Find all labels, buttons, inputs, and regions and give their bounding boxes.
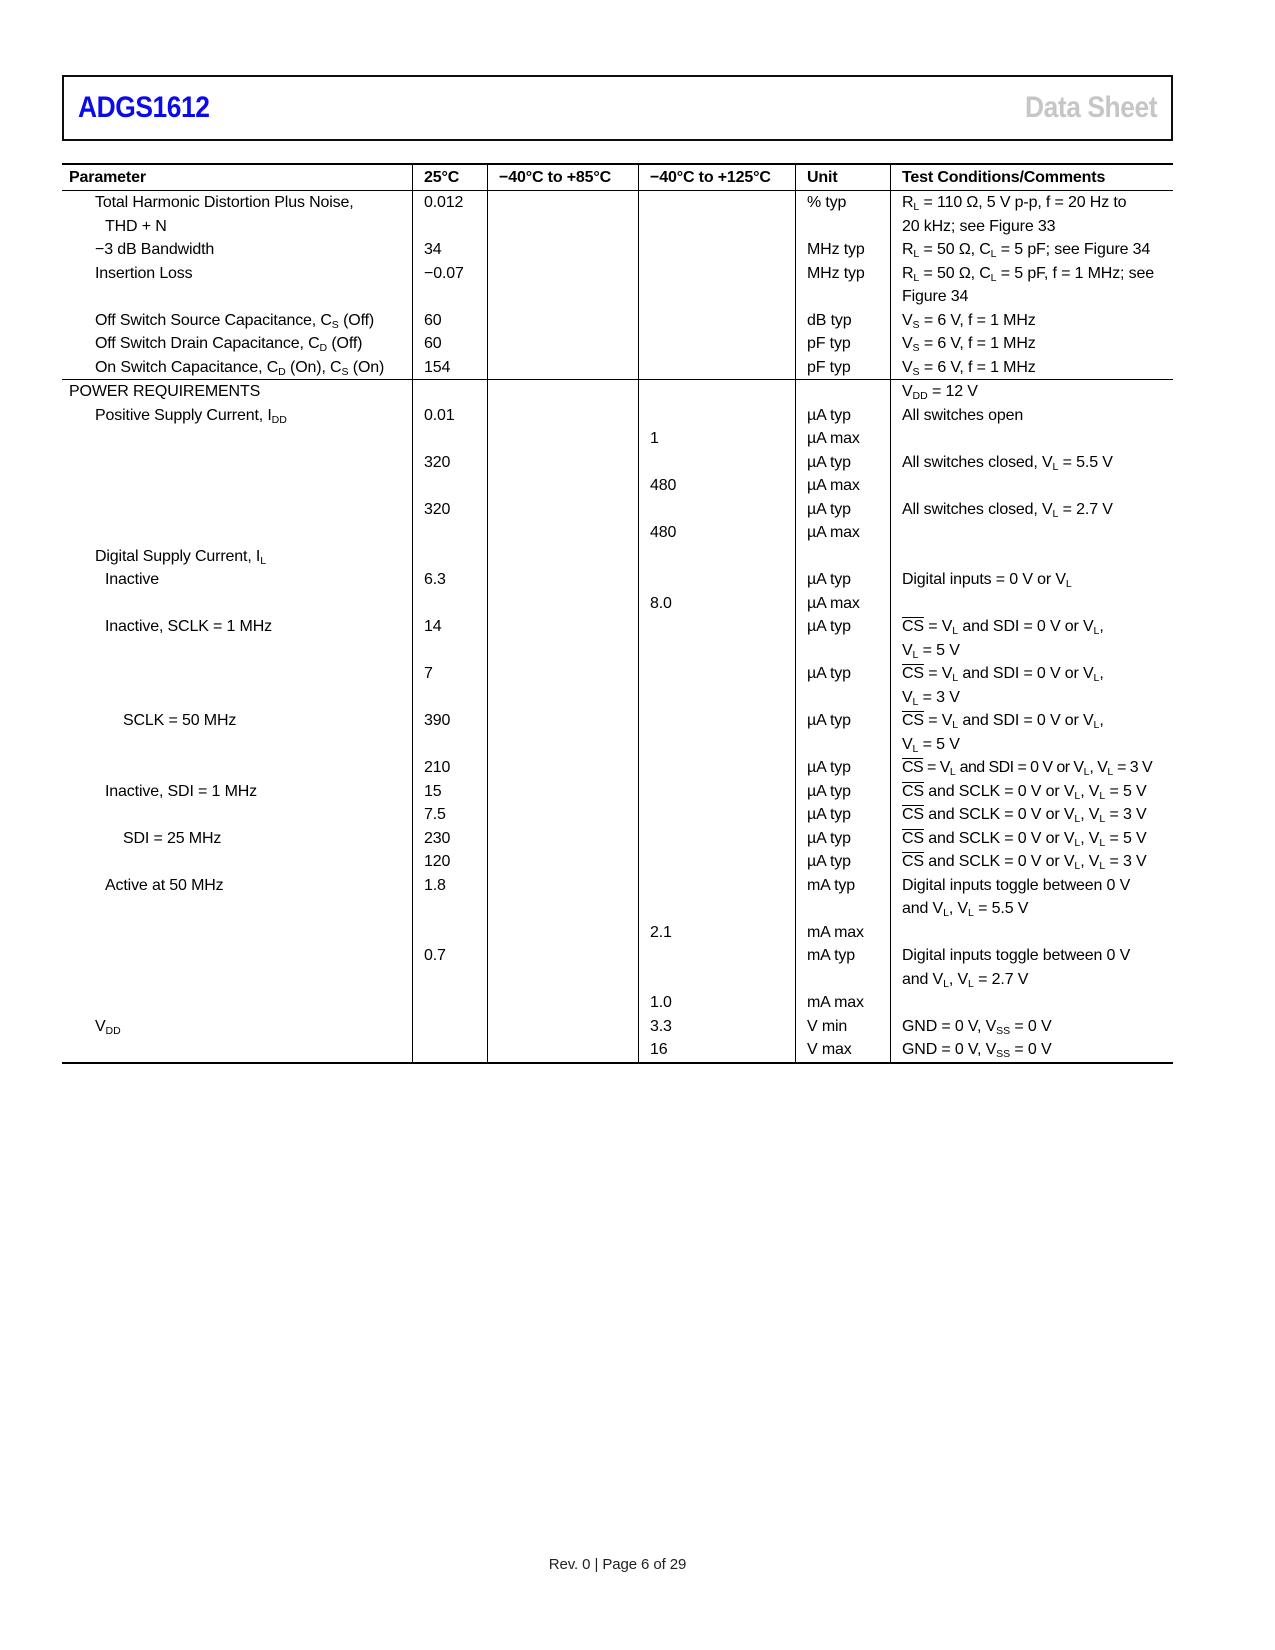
unit-cell: % typ [795, 191, 890, 238]
value-125c [638, 451, 795, 475]
value-25c [412, 1038, 487, 1062]
value-25c: 320 [412, 451, 487, 475]
unit-cell: pF typ [795, 356, 890, 380]
unit-cell: µA typ [795, 827, 890, 851]
value-125c: 480 [638, 521, 795, 545]
table-row [62, 404, 1173, 428]
conditions-cell [890, 521, 1173, 545]
value-125c [638, 568, 795, 592]
value-85c [487, 991, 638, 1015]
conditions-cell [890, 427, 1173, 451]
value-25c: 15 [412, 780, 487, 804]
conditions-cell: Digital inputs toggle between 0 V and $V_L$, $V_L = 2.7$ V [890, 944, 1173, 991]
param-cell: Inactive [105, 571, 159, 588]
conditions-cell: $\overline{CS} = V_L$ and SDI = 0 V or $V_L$, $V_L = 3$ V [890, 756, 1173, 780]
table-row [62, 709, 1173, 756]
conditions-cell: All switches closed, $V_L = 2.7$ V [890, 498, 1173, 522]
table-row [62, 991, 1173, 1015]
param-cell: Inactive, SDI = 1 MHz [105, 782, 258, 800]
conditions-cell: $\overline{CS}$ and SCLK = 0 V or $V_L$, $V_L = 3$ V [890, 803, 1173, 827]
value-125c [638, 944, 795, 991]
value-85c [487, 356, 638, 380]
table-row [62, 615, 1173, 662]
value-85c [487, 379, 638, 404]
table-row [62, 662, 1173, 709]
conditions-cell: All switches closed, $V_L = 5.5$ V [890, 451, 1173, 475]
unit-cell: µA typ [795, 709, 890, 756]
table-row [62, 803, 1173, 827]
unit-cell: µA max [795, 474, 890, 498]
value-85c [487, 592, 638, 616]
table-row [62, 874, 1173, 921]
param-cell: −3 dB Bandwidth [95, 241, 215, 258]
value-125c [638, 850, 795, 874]
value-25c [412, 521, 487, 545]
unit-cell: µA max [795, 427, 890, 451]
value-85c [487, 545, 638, 569]
value-125c [638, 615, 795, 662]
conditions-cell [890, 592, 1173, 616]
param-cell: SDI = 25 MHz [123, 829, 222, 847]
unit-cell: mA typ [795, 874, 890, 921]
param-cell: Off Switch Drain Capacitance, $C_D$ (Off) [95, 335, 363, 354]
table-row [62, 474, 1173, 498]
table-row [62, 545, 1173, 569]
table-row [62, 568, 1173, 592]
unit-cell: MHz typ [795, 238, 890, 262]
table-row [62, 756, 1173, 780]
table-row [62, 427, 1173, 451]
conditions-cell: $V_S = 6$ V, f = 1 MHz [890, 332, 1173, 356]
param-cell [62, 944, 412, 991]
value-85c [487, 498, 638, 522]
value-25c: 154 [412, 356, 487, 380]
value-85c [487, 921, 638, 945]
param-cell: Positive Supply Current, $I_{DD}$ [95, 406, 287, 426]
unit-cell: µA max [795, 521, 890, 545]
unit-cell: µA typ [795, 780, 890, 804]
value-125c [638, 356, 795, 380]
table-row [62, 191, 1173, 238]
unit-cell: dB typ [795, 309, 890, 333]
conditions-cell: Digital inputs toggle between 0 V and $V_L$, $V_L = 5.5$ V [890, 874, 1173, 921]
table-row [62, 850, 1173, 874]
value-25c: 7.5 [412, 803, 487, 827]
value-25c: 210 [412, 756, 487, 780]
param-cell [62, 662, 412, 709]
value-25c: 390 [412, 709, 487, 756]
conditions-cell: $\overline{CS} = V_L$ and SDI = 0 V or $V_L$, $V_L = 3$ V [890, 662, 1173, 709]
table-row [62, 356, 1173, 380]
value-85c [487, 474, 638, 498]
value-25c [412, 991, 487, 1015]
value-125c [638, 545, 795, 569]
conditions-cell: $R_L = 50$ Ω, $C_L = 5$ pF; see Figure 34 [890, 238, 1173, 262]
value-125c [638, 662, 795, 709]
table-row [62, 379, 1173, 404]
value-125c [638, 827, 795, 851]
page-footer [62, 1556, 1173, 1573]
param-cell: Active at 50 MHz [105, 876, 224, 894]
value-125c [638, 379, 795, 404]
value-85c [487, 404, 638, 428]
value-85c [487, 944, 638, 991]
value-85c [487, 780, 638, 804]
conditions-cell [890, 545, 1173, 569]
unit-cell: mA max [795, 991, 890, 1015]
value-85c [487, 874, 638, 921]
conditions-cell: $\overline{CS}$ and SCLK = 0 V or $V_L$, $V_L = 5$ V [890, 780, 1173, 804]
table-row [62, 521, 1173, 545]
unit-cell: mA typ [795, 944, 890, 991]
value-25c: 34 [412, 238, 487, 262]
value-125c [638, 309, 795, 333]
param-cell: SCLK = 50 MHz [123, 712, 237, 729]
value-125c [638, 262, 795, 309]
value-85c [487, 756, 638, 780]
param-cell [62, 850, 412, 874]
conditions-cell [890, 474, 1173, 498]
unit-cell: mA max [795, 921, 890, 945]
value-25c [412, 921, 487, 945]
value-125c [638, 780, 795, 804]
column-header-25c: 25°C [412, 165, 487, 190]
conditions-cell: GND = 0 V, $V_{SS} = 0$ V [890, 1038, 1173, 1062]
document-header [62, 75, 1173, 141]
unit-cell [795, 545, 890, 569]
unit-cell: µA typ [795, 850, 890, 874]
value-85c [487, 1038, 638, 1062]
value-85c [487, 1015, 638, 1039]
unit-cell: µA typ [795, 803, 890, 827]
value-25c [412, 545, 487, 569]
param-cell [62, 756, 412, 780]
unit-cell: µA typ [795, 615, 890, 662]
value-25c [412, 1015, 487, 1039]
value-25c: 320 [412, 498, 487, 522]
param-cell: On Switch Capacitance, $C_D$ (On), $C_S$ (On) [95, 358, 385, 378]
param-cell: POWER REQUIREMENTS [62, 379, 412, 404]
conditions-cell: $\overline{CS} = V_L$ and SDI = 0 V or $V_L$, $V_L = 5$ V [890, 709, 1173, 756]
table-row [62, 1015, 1173, 1039]
value-125c [638, 404, 795, 428]
value-125c [638, 709, 795, 756]
value-125c [638, 332, 795, 356]
value-125c: 3.3 [638, 1015, 795, 1039]
value-85c [487, 709, 638, 756]
value-85c [487, 662, 638, 709]
table-row [62, 262, 1173, 309]
param-cell: Off Switch Source Capacitance, $C_S$ (Off) [95, 311, 375, 331]
conditions-cell: $\overline{CS}$ and SCLK = 0 V or $V_L$, $V_L = 5$ V [890, 827, 1173, 851]
conditions-cell: Digital inputs = 0 V or $V_L$ [890, 568, 1173, 592]
unit-cell: µA typ [795, 568, 890, 592]
unit-cell: µA max [795, 592, 890, 616]
value-85c [487, 262, 638, 309]
unit-cell: V max [795, 1038, 890, 1062]
unit-cell: MHz typ [795, 262, 890, 309]
value-25c [412, 592, 487, 616]
table-row [62, 451, 1173, 475]
value-125c: 8.0 [638, 592, 795, 616]
value-85c [487, 615, 638, 662]
param-cell [62, 803, 412, 827]
value-25c: 7 [412, 662, 487, 709]
value-25c: 60 [412, 309, 487, 333]
conditions-cell: All switches open [890, 404, 1173, 428]
param-cell [62, 1038, 412, 1062]
part-number-link[interactable]: ADGS1612 [78, 91, 210, 124]
conditions-cell: $V_S = 6$ V, f = 1 MHz [890, 309, 1173, 333]
conditions-cell: $R_L = 50$ Ω, $C_L = 5$ pF, f = 1 MHz; see Figure 34 [890, 262, 1173, 309]
param-cell [62, 521, 412, 545]
spec-table-body [62, 191, 1173, 1064]
table-row [62, 827, 1173, 851]
value-85c [487, 803, 638, 827]
value-25c: 0.7 [412, 944, 487, 991]
param-cell: Insertion Loss [95, 264, 193, 282]
unit-cell: pF typ [795, 332, 890, 356]
value-125c: 16 [638, 1038, 795, 1062]
param-cell: $V_{DD}$ [95, 1017, 121, 1037]
conditions-cell: $V_S = 6$ V, f = 1 MHz [890, 356, 1173, 380]
table-row [62, 309, 1173, 333]
conditions-cell: $\overline{CS}$ and SCLK = 0 V or $V_L$, $V_L = 3$ V [890, 850, 1173, 874]
unit-cell [795, 379, 890, 404]
table-row [62, 944, 1173, 991]
value-125c: 480 [638, 474, 795, 498]
table-row [62, 921, 1173, 945]
conditions-cell [890, 991, 1173, 1015]
unit-cell: µA typ [795, 404, 890, 428]
column-header-parameter: Parameter [69, 169, 146, 186]
value-25c: 0.01 [412, 404, 487, 428]
conditions-cell: $R_L = 110$ Ω, 5 V p-p, f = 20 Hz to 20 kHz; see Figure 33 [890, 191, 1173, 238]
value-125c [638, 238, 795, 262]
value-85c [487, 332, 638, 356]
conditions-cell: $\overline{CS} = V_L$ and SDI = 0 V or $V_L$, $V_L = 5$ V [890, 615, 1173, 662]
value-125c [638, 191, 795, 238]
value-25c [412, 474, 487, 498]
doc-type-label: Data Sheet [1024, 91, 1157, 124]
column-header-unit: Unit [795, 165, 890, 190]
value-85c [487, 191, 638, 238]
revision-page-label: Rev. 0 | Page 6 of 29 [548, 1556, 687, 1573]
value-85c [487, 427, 638, 451]
value-125c [638, 874, 795, 921]
conditions-cell: $V_{DD} = 12$ V [890, 379, 1173, 404]
unit-cell: µA typ [795, 662, 890, 709]
param-cell [62, 427, 412, 451]
unit-cell: µA typ [795, 451, 890, 475]
value-25c [412, 427, 487, 451]
value-125c [638, 498, 795, 522]
value-85c [487, 521, 638, 545]
table-row [62, 498, 1173, 522]
param-cell [62, 921, 412, 945]
value-25c [412, 379, 487, 404]
value-85c [487, 309, 638, 333]
value-125c: 2.1 [638, 921, 795, 945]
table-row [62, 238, 1173, 262]
param-cell: Total Harmonic Distortion Plus Noise, THD + N [95, 194, 354, 235]
param-cell [62, 592, 412, 616]
value-85c [487, 451, 638, 475]
value-85c [487, 827, 638, 851]
table-row [62, 1038, 1173, 1062]
column-header-conditions: Test Conditions/Comments [890, 165, 1173, 190]
spec-table [62, 163, 1173, 1064]
param-cell [62, 991, 412, 1015]
param-cell [62, 498, 412, 522]
param-cell [62, 451, 412, 475]
param-cell [62, 474, 412, 498]
conditions-cell: GND = 0 V, $V_{SS} = 0$ V [890, 1015, 1173, 1039]
value-25c: 230 [412, 827, 487, 851]
unit-cell: µA typ [795, 756, 890, 780]
value-25c: 14 [412, 615, 487, 662]
value-125c: 1 [638, 427, 795, 451]
value-25c: 0.012 [412, 191, 487, 238]
value-125c [638, 803, 795, 827]
value-85c [487, 568, 638, 592]
column-header-125c: −40°C to +125°C [638, 165, 795, 190]
value-125c: 1.0 [638, 991, 795, 1015]
value-25c: 6.3 [412, 568, 487, 592]
value-125c [638, 756, 795, 780]
value-25c: −0.07 [412, 262, 487, 309]
table-row [62, 592, 1173, 616]
param-cell: Inactive, SCLK = 1 MHz [105, 618, 272, 635]
value-85c [487, 238, 638, 262]
column-header-85c: −40°C to +85°C [487, 165, 638, 190]
value-25c: 1.8 [412, 874, 487, 921]
unit-cell: µA typ [795, 498, 890, 522]
table-row [62, 332, 1173, 356]
value-25c: 60 [412, 332, 487, 356]
param-cell: Digital Supply Current, $I_L$ [95, 547, 267, 567]
value-25c: 120 [412, 850, 487, 874]
spec-table-header [62, 163, 1173, 191]
unit-cell: V min [795, 1015, 890, 1039]
table-row [62, 780, 1173, 804]
value-85c [487, 850, 638, 874]
conditions-cell [890, 921, 1173, 945]
